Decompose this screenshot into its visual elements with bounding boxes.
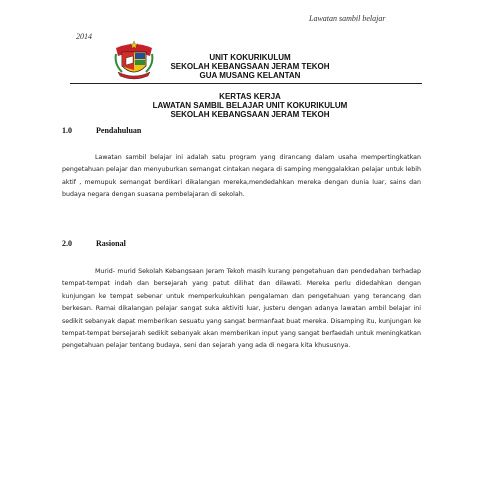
institution-location: GUA MUSANG KELANTAN xyxy=(199,71,301,80)
section-title: Pendahuluan xyxy=(96,126,142,135)
institution-unit: UNIT KOKURIKULUM xyxy=(209,53,291,62)
title-line-2: LAWATAN SAMBIL BELAJAR UNIT KOKURIKULUM xyxy=(152,101,348,110)
document-title xyxy=(100,92,400,119)
document-year: 2014 xyxy=(76,32,92,41)
section-title: Rasional xyxy=(96,239,126,248)
institution-block xyxy=(150,53,350,80)
section-body-rasional: Murid- murid Sekolah Kebangsaan Jeram Tekoh masih kurang pengetahuan dan pendedahan terhadap tempat-tempat indah dan bersejarah yang patut dilihat dan dilawati. Mereka perlu didedahkan dengan kunjungan ke tempat sebenar untuk memperkukuhkan pengalaman dan pengetahuan yang terancang dan berkesan. Ramai dikalangan pelajar sangat suka aktiviti luar, justeru dengan adanya lawatan ambil belajar ini sedikit sebanyak dapat memberikan sesuatu yang sangat bermanfaat buat mereka. Disamping itu, kunjungan ke tempat-tempat bersejarah sedikit sebanyak akan memberikan input yang sangat berfaedah untuk meningkatkan pengetahuan pelajar tentang budaya, seni dan sejarah yang ada di negara kita khususnya. xyxy=(62,268,421,350)
section-heading-rasional xyxy=(62,239,126,248)
section-number: 2.0 xyxy=(62,239,72,248)
header-divider xyxy=(70,83,422,84)
running-head: Lawatan sambil belajar xyxy=(309,14,386,23)
section-body-pendahuluan: Lawatan sambil belajar ini adalah satu program yang dirancang dalam usaha mempertingkatkan pengetahuan pelajar dan menyuburkan semangat cintakan negara di samping menggalakkan pelajar untuk lebih aktif , memupuk semangat berdikari dikalangan mereka,mendedahkan mereka dengan dunia luar, sains dan budaya negara dengan suasana pembelajaran di sekolah. xyxy=(62,154,421,199)
section-number: 1.0 xyxy=(62,126,72,135)
title-line-3: SEKOLAH KEBANGSAAN JERAM TEKOH xyxy=(170,110,330,119)
title-line-1: KERTAS KERJA xyxy=(219,92,281,101)
institution-school: SEKOLAH KEBANGSAAN JERAM TEKOH xyxy=(170,62,330,71)
section-heading-pendahuluan xyxy=(62,126,141,135)
